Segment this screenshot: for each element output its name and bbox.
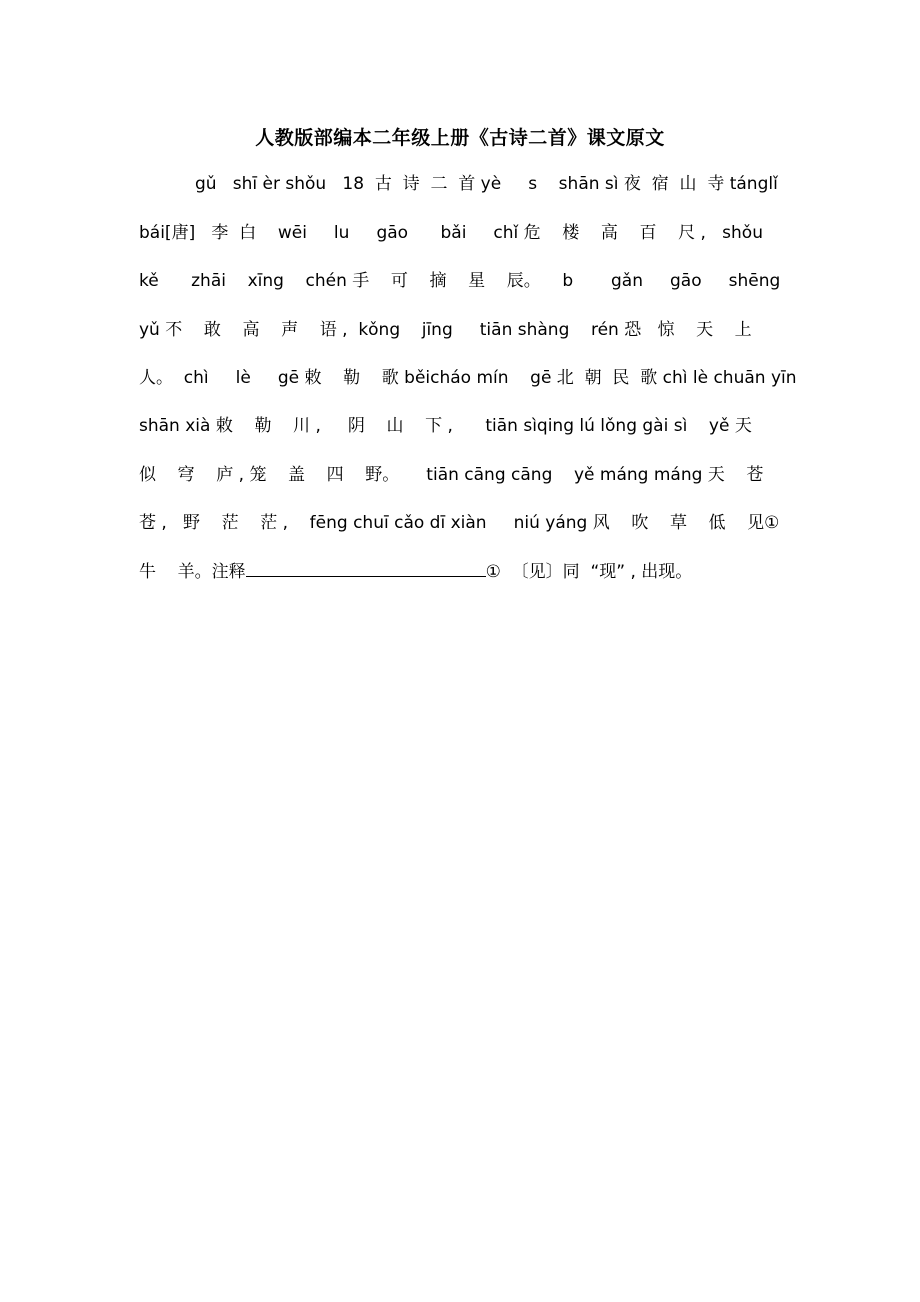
text-line: yǔ 不 敢 高 声 语 , kǒng jīng tiān shàng rén 恐 惊 天 上 <box>139 320 752 340</box>
text-line: bái[唐] 李 白 wēi lu gāo bǎi chǐ 危 楼 高 百 尺 , shǒu <box>139 223 763 243</box>
text-line: 似 穹 庐 , 笼 盖 四 野。 tiān cāng cāng yě máng máng 天 苍 <box>139 465 764 485</box>
page-title: 人教版部编本二年级上册《古诗二首》课文原文 <box>255 127 665 149</box>
text-line: shān xià 敕 勒 川 , 阴 山 下 , tiān sìqing lú lǒng gài sì yě 天 <box>139 416 752 436</box>
text-line: 苍 , 野 茫 茫 , fēng chuī cǎo dī xiàn niú yáng 风 吹 草 低 见① <box>139 513 780 533</box>
text-line: 人。 chì lè gē 敕 勒 歌 běicháo mín gē 北 朝 民 歌 chì lè chuān yīn <box>139 368 797 388</box>
footnote-lead-text: 牛 羊。注释 <box>139 562 246 582</box>
footnote-line <box>139 559 799 584</box>
text-line: gǔ shī èr shǒu 18 古 诗 二 首 yè s shān sì 夜 宿 山 寺 tánglǐ <box>195 174 778 194</box>
footnote-text: ① 〔见〕同 “现” , 出现。 <box>485 562 693 582</box>
text-line: kě zhāi xīng chén 手 可 摘 星 辰。 b gǎn gāo shēng <box>139 271 781 291</box>
fill-in-blank <box>246 559 486 577</box>
